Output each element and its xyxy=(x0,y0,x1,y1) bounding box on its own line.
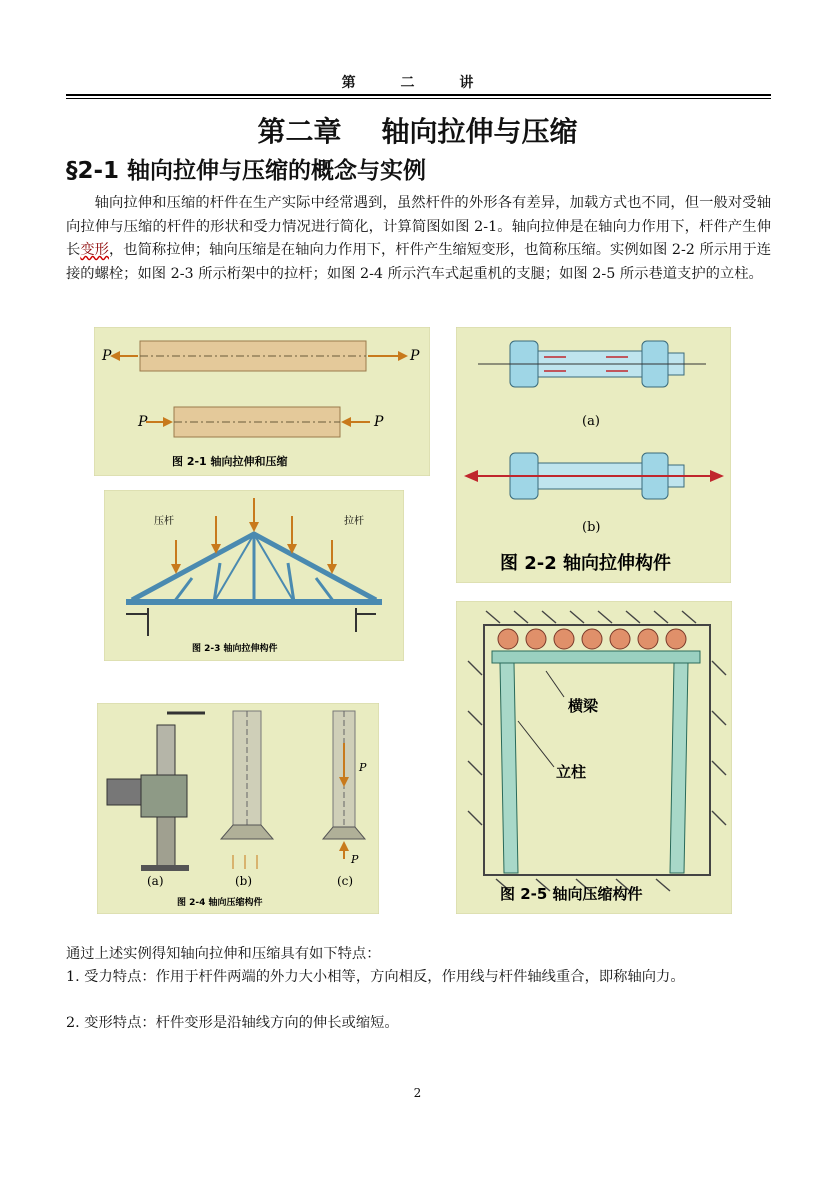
label-p-2-4b: P xyxy=(351,853,359,866)
caption-2-5: 图 2-5 轴向压缩构件 xyxy=(500,885,643,903)
chapter-title xyxy=(0,110,835,150)
label-beam: 横梁 xyxy=(568,697,599,715)
label-p-4: P xyxy=(374,414,384,430)
figure-2-3 xyxy=(104,490,404,661)
label-tension: 拉杆 xyxy=(344,516,364,527)
label-p-2-4a: P xyxy=(359,761,367,774)
para-part1: 轴向拉伸和压缩的杆件在生产实际中经常遇到，虽然杆件的外形各有差异，加载方式也不同，但一般对受轴向拉伸与压缩的杆件的形状和受力情况进行简化，计算简图如图 2-1。轴向拉伸是在轴向力作用下，杆件产生伸长 xyxy=(66,195,771,258)
label-c-2-4: (c) xyxy=(337,874,354,888)
intro-paragraph xyxy=(66,192,771,286)
running-header: 第 二 讲 xyxy=(341,75,494,91)
figure-2-1 xyxy=(94,327,430,476)
para-part2: ，也简称拉伸；轴向压缩是在轴向力作用下，杆件产生缩短变形，也简称压缩。实例如图 2-2 所示用于连接的螺栓；如图 2-3 所示桁架中的拉杆；如图 2-4 所示汽车式起重机的支腿；如图 2-5 所示巷道支护的立柱。 xyxy=(66,242,772,282)
caption-2-4: 图 2-4 轴向压缩构件 xyxy=(177,898,263,908)
figure-2-4 xyxy=(97,703,379,914)
caption-2-2: 图 2-2 轴向拉伸构件 xyxy=(500,553,672,574)
label-compression: 压杆 xyxy=(154,516,174,527)
label-p-1: P xyxy=(102,348,112,364)
caption-2-3: 图 2-3 轴向拉伸构件 xyxy=(192,644,278,654)
page-number: 2 xyxy=(413,1086,422,1100)
feature-item-1: 1. 受力特点：作用于杆件两端的外力大小相等，方向相反，作用线与杆件轴线重合，即称轴向力。 xyxy=(66,969,685,985)
label-a-2-4: (a) xyxy=(147,874,164,888)
header-rule-thick xyxy=(66,94,771,96)
label-p-3: P xyxy=(138,414,148,430)
label-b-2-4: (b) xyxy=(235,874,253,888)
caption-2-1: 图 2-1 轴向拉伸和压缩 xyxy=(172,455,288,468)
label-p-2: P xyxy=(410,348,420,364)
label-b-2-2: (b) xyxy=(582,520,601,535)
features-intro: 通过上述实例得知轴向拉伸和压缩具有如下特点： xyxy=(66,946,381,962)
figure-2-2 xyxy=(456,327,731,583)
para-wavy-word: 变形 xyxy=(80,242,109,258)
feature-item-2: 2. 变形特点：杆件变形是沿轴线方向的伸长或缩短。 xyxy=(66,1015,399,1031)
section-title: §2-1 轴向拉伸与压缩的概念与实例 xyxy=(66,158,427,184)
chapter-number: 第二章 xyxy=(257,115,342,148)
figure-2-5 xyxy=(456,601,732,914)
chapter-name: 轴向拉伸与压缩 xyxy=(381,115,578,148)
label-a-2-2: (a) xyxy=(582,414,600,429)
label-column: 立柱 xyxy=(556,763,587,781)
header-rule-thin xyxy=(66,98,771,99)
